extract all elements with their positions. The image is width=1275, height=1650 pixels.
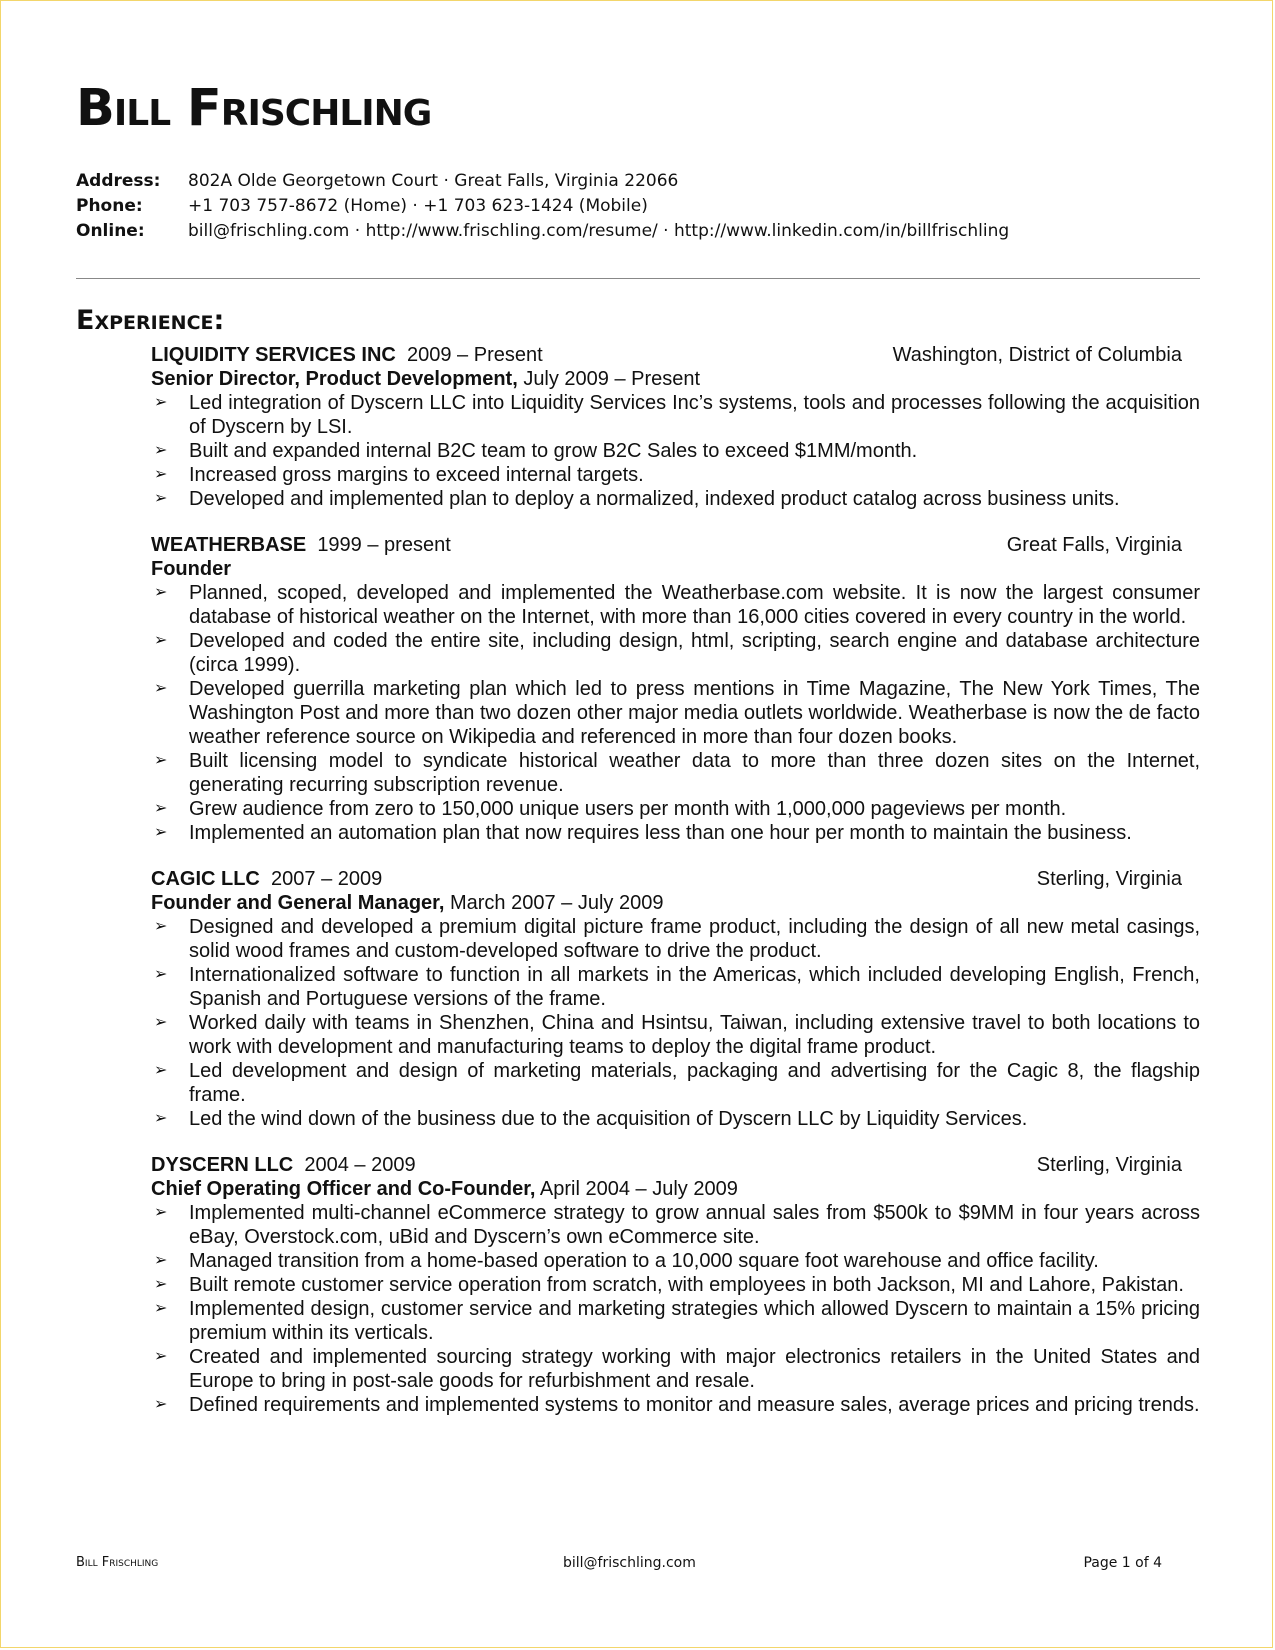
arrow-bullet-icon: ➢ [154, 1204, 168, 1221]
bullet-item [151, 1393, 1200, 1417]
bullet-item [151, 629, 1200, 677]
arrow-bullet-icon: ➢ [154, 1348, 168, 1365]
bullet-text: Led integration of Dyscern LLC into Liquidity Services Inc’s systems, tools and processes following the acquisition of Dyscern by LSI. [189, 392, 1200, 438]
job-entry [151, 343, 1200, 511]
bullet-text: Grew audience from zero to 150,000 unique users per month with 1,000,000 pageviews per month. [189, 798, 1067, 820]
bullet-text: Led the wind down of the business due to the acquisition of Dyscern LLC by Liquidity Services. [189, 1108, 1028, 1130]
online-links[interactable]: bill@frischling.com · http://www.frischling.com/resume/ · http://www.linkedin.com/in/billfrischling [188, 221, 1010, 241]
bullet-item [151, 463, 1200, 487]
job-company-dates [151, 343, 543, 367]
bullet-text: Designed and developed a premium digital picture frame product, including the design of all new metal casings, solid wood frames and custom-developed software to drive the product. [189, 916, 1200, 962]
footer-page-number: Page 1 of 4 [1083, 1555, 1162, 1571]
bullet-text: Implemented an automation plan that now requires less than one hour per month to maintain the business. [189, 822, 1132, 844]
job-dates: 1999 – present [317, 534, 451, 556]
bullet-item [151, 749, 1200, 797]
job-title: Senior Director, Product Development, [151, 368, 518, 390]
arrow-bullet-icon: ➢ [154, 800, 168, 817]
bullet-item [151, 821, 1200, 845]
arrow-bullet-icon: ➢ [154, 1014, 168, 1031]
arrow-bullet-icon: ➢ [154, 752, 168, 769]
job-header [151, 343, 1200, 367]
job-title: Founder and General Manager, [151, 892, 445, 914]
bullet-text: Built and expanded internal B2C team to grow B2C Sales to exceed $1MM/month. [189, 440, 918, 462]
job-dates: 2009 – Present [407, 344, 543, 366]
arrow-bullet-icon: ➢ [154, 466, 168, 483]
phone-value: +1 703 757-8672 (Home) · +1 703 623-1424 (Mobile) [188, 196, 648, 216]
company-name: DYSCERN LLC [151, 1154, 294, 1176]
job-location: Washington, District of Columbia [892, 344, 1182, 366]
company-name: CAGIC LLC [151, 868, 260, 890]
bullet-item [151, 797, 1200, 821]
bullet-text: Planned, scoped, developed and implemented the Weatherbase.com website. It is now the largest consumer database of historical weather on the Internet, with more than 16,000 cities covered in every country in the world. [189, 582, 1200, 628]
bullet-text: Developed and coded the entire site, including design, html, scripting, search engine and database architecture (circa 1999). [189, 630, 1200, 676]
bullet-text: Developed guerrilla marketing plan which led to press mentions in Time Magazine, The New York Times, The Washington Post and more than two dozen other major media outlets worldwide. Weatherbase is now the de facto weather reference source on Wikipedia and referenced in more than four dozen books. [189, 678, 1200, 748]
job-company-dates [151, 533, 451, 557]
bullet-item [151, 1107, 1200, 1131]
job-bullets [151, 391, 1200, 511]
job-location: Sterling, Virginia [1036, 868, 1182, 890]
bullet-item [151, 1273, 1200, 1297]
company-name: LIQUIDITY SERVICES INC [151, 344, 396, 366]
arrow-bullet-icon: ➢ [154, 1276, 168, 1293]
online-row [76, 219, 1009, 244]
bullet-text: Developed and implemented plan to deploy a normalized, indexed product catalog across business units. [189, 488, 1120, 510]
job-location: Great Falls, Virginia [1006, 534, 1182, 556]
section-title-experience: Experience: [76, 305, 225, 336]
arrow-bullet-icon: ➢ [154, 632, 168, 649]
job-title: Founder [151, 558, 231, 580]
bullet-text: Implemented multi-channel eCommerce strategy to grow annual sales from $500k to $9MM in four years across eBay, Overstock.com, uBid and Dyscern’s own eCommerce site. [189, 1202, 1200, 1248]
bullet-text: Created and implemented sourcing strategy working with major electronics retailers in the United States and Europe to bring in post-sale goods for refurbishment and resale. [189, 1346, 1200, 1392]
footer-email[interactable]: bill@frischling.com [563, 1555, 696, 1571]
bullet-item [151, 1249, 1200, 1273]
job-company-dates [151, 1153, 416, 1177]
bullet-text: Defined requirements and implemented systems to monitor and measure sales, average prices and pricing trends. [189, 1394, 1200, 1416]
bullet-text: Implemented design, customer service and marketing strategies which allowed Dyscern to maintain a 15% pricing premium within its verticals. [189, 1298, 1200, 1344]
job-title-line [151, 1177, 1200, 1201]
job-dates: 2004 – 2009 [304, 1154, 416, 1176]
address-row [76, 169, 1009, 194]
job-title-dates: July 2009 – Present [523, 368, 701, 390]
bullet-item [151, 963, 1200, 1011]
job-bullets [151, 581, 1200, 845]
bullet-item [151, 1297, 1200, 1345]
bullet-text: Built licensing model to syndicate historical weather data to more than three dozen sites on the Internet, generating recurring subscription revenue. [189, 750, 1200, 796]
job-header [151, 533, 1200, 557]
arrow-bullet-icon: ➢ [154, 1110, 168, 1127]
arrow-bullet-icon: ➢ [154, 490, 168, 507]
contact-block [76, 169, 1009, 244]
bullet-text: Internationalized software to function in all markets in the Americas, which included developing English, French, Spanish and Portuguese versions of the frame. [189, 964, 1200, 1010]
arrow-bullet-icon: ➢ [154, 824, 168, 841]
job-company-dates [151, 867, 382, 891]
phone-label: Phone: [76, 196, 143, 216]
bullet-text: Increased gross margins to exceed internal targets. [189, 464, 644, 486]
online-label: Online: [76, 221, 145, 241]
job-entry [151, 1153, 1200, 1417]
job-entry [151, 533, 1200, 845]
company-name: WEATHERBASE [151, 534, 307, 556]
bullet-text: Built remote customer service operation from scratch, with employees in both Jackson, MI and Lahore, Pakistan. [189, 1274, 1184, 1296]
job-entry [151, 867, 1200, 1131]
bullet-item [151, 487, 1200, 511]
bullet-item [151, 1011, 1200, 1059]
job-title-line [151, 557, 1200, 581]
bullet-item [151, 1059, 1200, 1107]
job-location: Sterling, Virginia [1036, 1154, 1182, 1176]
job-header [151, 867, 1200, 891]
arrow-bullet-icon: ➢ [154, 1396, 168, 1413]
job-dates: 2007 – 2009 [271, 868, 383, 890]
address-value: 802A Olde Georgetown Court · Great Falls, Virginia 22066 [188, 171, 679, 191]
bullet-item [151, 1201, 1200, 1249]
arrow-bullet-icon: ➢ [154, 584, 168, 601]
job-title-dates: April 2004 – July 2009 [539, 1178, 738, 1200]
header-divider [76, 278, 1200, 279]
bullet-item [151, 1345, 1200, 1393]
experience-list [151, 343, 1200, 1439]
bullet-item [151, 581, 1200, 629]
job-title: Chief Operating Officer and Co-Founder, [151, 1178, 536, 1200]
bullet-text: Led development and design of marketing materials, packaging and advertising for the Cagic 8, the flagship frame. [189, 1060, 1200, 1106]
arrow-bullet-icon: ➢ [154, 1300, 168, 1317]
arrow-bullet-icon: ➢ [154, 966, 168, 983]
arrow-bullet-icon: ➢ [154, 394, 168, 411]
job-bullets [151, 1201, 1200, 1417]
arrow-bullet-icon: ➢ [154, 1252, 168, 1269]
arrow-bullet-icon: ➢ [154, 1062, 168, 1079]
arrow-bullet-icon: ➢ [154, 680, 168, 697]
arrow-bullet-icon: ➢ [154, 918, 168, 935]
bullet-item [151, 439, 1200, 463]
footer-name: Bill Frischling [76, 1555, 159, 1570]
bullet-text: Worked daily with teams in Shenzhen, China and Hsintsu, Taiwan, including extensive travel to both locations to work with development and manufacturing teams to deploy the digital frame product. [189, 1012, 1200, 1058]
bullet-item [151, 915, 1200, 963]
job-bullets [151, 915, 1200, 1131]
bullet-item [151, 391, 1200, 439]
job-title-dates: March 2007 – July 2009 [449, 892, 664, 914]
candidate-name: Bill Frischling [76, 79, 432, 138]
bullet-item [151, 677, 1200, 749]
address-label: Address: [76, 171, 161, 191]
phone-row [76, 194, 1009, 219]
bullet-text: Managed transition from a home-based operation to a 10,000 square foot warehouse and office facility. [189, 1250, 1099, 1272]
job-header [151, 1153, 1200, 1177]
arrow-bullet-icon: ➢ [154, 442, 168, 459]
job-title-line [151, 891, 1200, 915]
job-title-line [151, 367, 1200, 391]
